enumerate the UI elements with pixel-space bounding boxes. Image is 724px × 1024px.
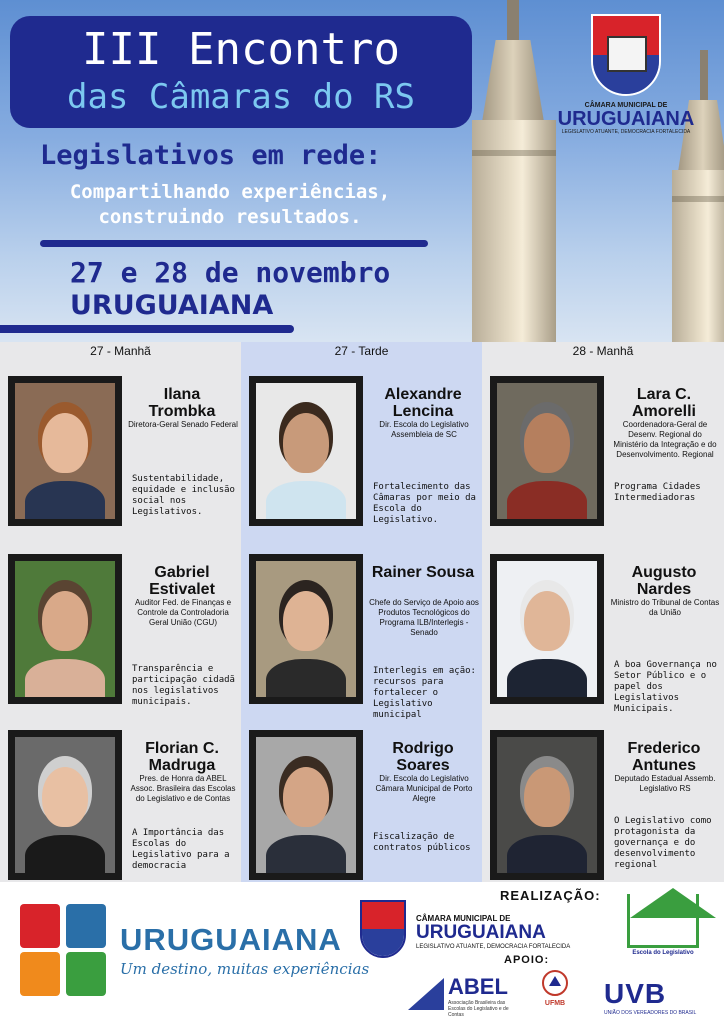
camara-footer-small: CÂMARA MUNICIPAL DE bbox=[416, 914, 511, 923]
speaker-photo bbox=[249, 376, 363, 526]
abel-logo bbox=[408, 974, 518, 1018]
speaker-role: Auditor Fed. de Finanças e Controle da Controladoria Geral União (CGU) bbox=[134, 598, 232, 627]
speaker-topic: Programa Cidades Intermediadoras bbox=[614, 482, 701, 503]
speaker-role: Coordenadora-Geral de Desenv. Regional do Ministério da Integração e do Desenvolvimento. Regional bbox=[613, 420, 717, 459]
obelisk-top bbox=[482, 40, 544, 122]
speaker-topic: Sustentabilidade, equidade e inclusão social nos Legislativos. bbox=[132, 474, 235, 517]
speaker-photo bbox=[490, 730, 604, 880]
divider bbox=[40, 240, 428, 247]
speaker-topic: A boa Governança no Setor Público e o papel dos Legislativos Municipais. bbox=[614, 660, 717, 714]
escola-label: Escola do Legislativo bbox=[632, 950, 694, 956]
speaker-role: Ministro do Tribunal de Contas da União bbox=[610, 598, 720, 617]
speaker-photo bbox=[490, 554, 604, 704]
title-box bbox=[10, 16, 472, 128]
speaker-photo bbox=[8, 554, 122, 704]
event-city: URUGUAIANA bbox=[70, 290, 274, 321]
speaker-role: Deputado Estadual Assemb. Legislativo RS bbox=[614, 774, 716, 793]
uvb-logo bbox=[604, 978, 704, 1014]
speaker-topic: A Importância das Escolas do Legislativo para a democracia bbox=[132, 828, 230, 871]
column-label: 27 - Manhã bbox=[90, 344, 151, 358]
camara-footer-name: URUGUAIANA bbox=[416, 922, 546, 943]
speaker-card bbox=[241, 354, 476, 525]
speaker-topic: O Legislativo como protagonista da governança e do desenvolvimento regional bbox=[614, 816, 712, 870]
abel-name: ABEL bbox=[448, 974, 508, 999]
tagline bbox=[40, 180, 420, 230]
footer bbox=[0, 882, 724, 1024]
camara-logo-tagline: LEGISLATIVO ATUANTE, DEMOCRACIA FORTALECIDA bbox=[561, 129, 691, 135]
speaker-card bbox=[482, 708, 714, 868]
speaker-role: Dir. Escola do Legislativo Assembleia de SC bbox=[379, 420, 469, 439]
speaker-topic: Interlegis em ação: recursos para fortalecer o Legislativo municipal bbox=[373, 666, 476, 720]
camara-footer-tagline: LEGISLATIVO ATUANTE, DEMOCRACIA FORTALECIDA bbox=[416, 944, 571, 950]
ufmb-label: UFMB bbox=[544, 1000, 566, 1007]
abel-flag-icon bbox=[408, 978, 444, 1010]
column-label: 28 - Manhã bbox=[572, 344, 634, 358]
obelisk-spire bbox=[700, 50, 708, 104]
speaker-grid bbox=[0, 342, 724, 882]
abel-sub: Associação Brasileira das Escolas do Legislativo e de Contas bbox=[448, 1000, 509, 1018]
speaker-card bbox=[482, 532, 720, 714]
column-27-manha bbox=[0, 342, 241, 882]
camara-logo bbox=[556, 14, 696, 144]
tagline-line-2: construindo resultados. bbox=[98, 206, 362, 228]
speaker-card bbox=[241, 532, 479, 720]
speaker-topic: Fortalecimento das Câmaras por meio da Escola do Legislativo. bbox=[373, 482, 476, 525]
tagline-line-1: Compartilhando experiências, bbox=[69, 181, 391, 203]
column-27-tarde bbox=[241, 342, 482, 882]
speaker-name: Gabriel Estivalet bbox=[149, 564, 215, 598]
speaker-photo bbox=[8, 376, 122, 526]
speaker-name: Rodrigo Soares bbox=[392, 740, 454, 774]
speaker-card bbox=[482, 354, 717, 514]
title-line-2: das Câmaras do RS bbox=[67, 77, 415, 117]
speaker-photo bbox=[249, 554, 363, 704]
ufmb-logo bbox=[530, 968, 580, 1018]
column-label: 27 - Tarde bbox=[334, 344, 389, 358]
speaker-role: Diretora-Geral Senado Federal bbox=[128, 420, 238, 429]
speaker-card bbox=[0, 708, 236, 871]
speaker-name: Alexandre Lencina bbox=[384, 386, 462, 420]
header-banner bbox=[0, 0, 724, 342]
speaker-name: Rainer Sousa bbox=[371, 564, 475, 581]
title-line-1: III Encontro bbox=[82, 24, 400, 75]
camara-logo-small: CÂMARA MUNICIPAL DE bbox=[584, 102, 668, 109]
speaker-photo bbox=[490, 376, 604, 526]
divider bbox=[0, 325, 294, 333]
camara-logo-name: URUGUAIANA bbox=[557, 108, 695, 130]
uruguaiana-brand: URUGUAIANA bbox=[120, 922, 342, 957]
speaker-name: Lara C. Amorelli bbox=[631, 386, 696, 420]
speaker-name: Florian C. Madruga bbox=[145, 740, 219, 774]
house-icon bbox=[627, 894, 699, 948]
subtitle: Legislativos em rede: bbox=[40, 140, 382, 171]
event-date: 27 e 28 de novembro bbox=[70, 256, 391, 289]
speaker-role: Chefe do Serviço de Apoio aos Produtos Tecnológicos do Programa ILB/Interlegis - Senado bbox=[369, 598, 479, 637]
uruguaiana-slogan: Um destino, muitas experiências bbox=[120, 960, 370, 978]
speaker-name: Augusto Nardes bbox=[631, 564, 697, 598]
camara-shield-icon bbox=[591, 14, 661, 96]
speaker-photo bbox=[8, 730, 122, 880]
speaker-topic: Transparência e participação cidadã nos legislativos municipais. bbox=[132, 664, 235, 707]
uvb-sub: UNIÃO DOS VEREADORES DO BRASIL bbox=[604, 1010, 697, 1016]
speaker-card bbox=[0, 532, 235, 707]
apoio-label: APOIO: bbox=[504, 954, 550, 966]
speaker-card bbox=[241, 708, 473, 868]
speaker-role: Pres. de Honra da ABEL Assoc. Brasileira das Escolas do Legislativo e de Contas bbox=[130, 774, 236, 803]
escola-legislativo-logo bbox=[620, 894, 706, 960]
uvb-name: UVB bbox=[604, 978, 667, 1009]
uruguaiana-tourism-logo-icon bbox=[20, 904, 106, 996]
speaker-card bbox=[0, 354, 238, 517]
speaker-topic: Fiscalização de contratos públicos bbox=[373, 832, 471, 853]
ufmb-emblem-icon bbox=[540, 968, 570, 998]
realizacao-label: REALIZAÇÃO: bbox=[500, 888, 601, 903]
speaker-name: Frederico Antunes bbox=[627, 740, 701, 774]
speaker-photo bbox=[249, 730, 363, 880]
camara-logo-footer bbox=[360, 900, 572, 960]
column-28-manha bbox=[482, 342, 724, 882]
camara-shield-icon bbox=[360, 900, 406, 958]
speaker-name: Ilana Trombka bbox=[148, 386, 216, 420]
obelisk-spire bbox=[507, 0, 519, 44]
speaker-role: Dir. Escola do Legislativo Câmara Municipal de Porto Alegre bbox=[375, 774, 473, 803]
